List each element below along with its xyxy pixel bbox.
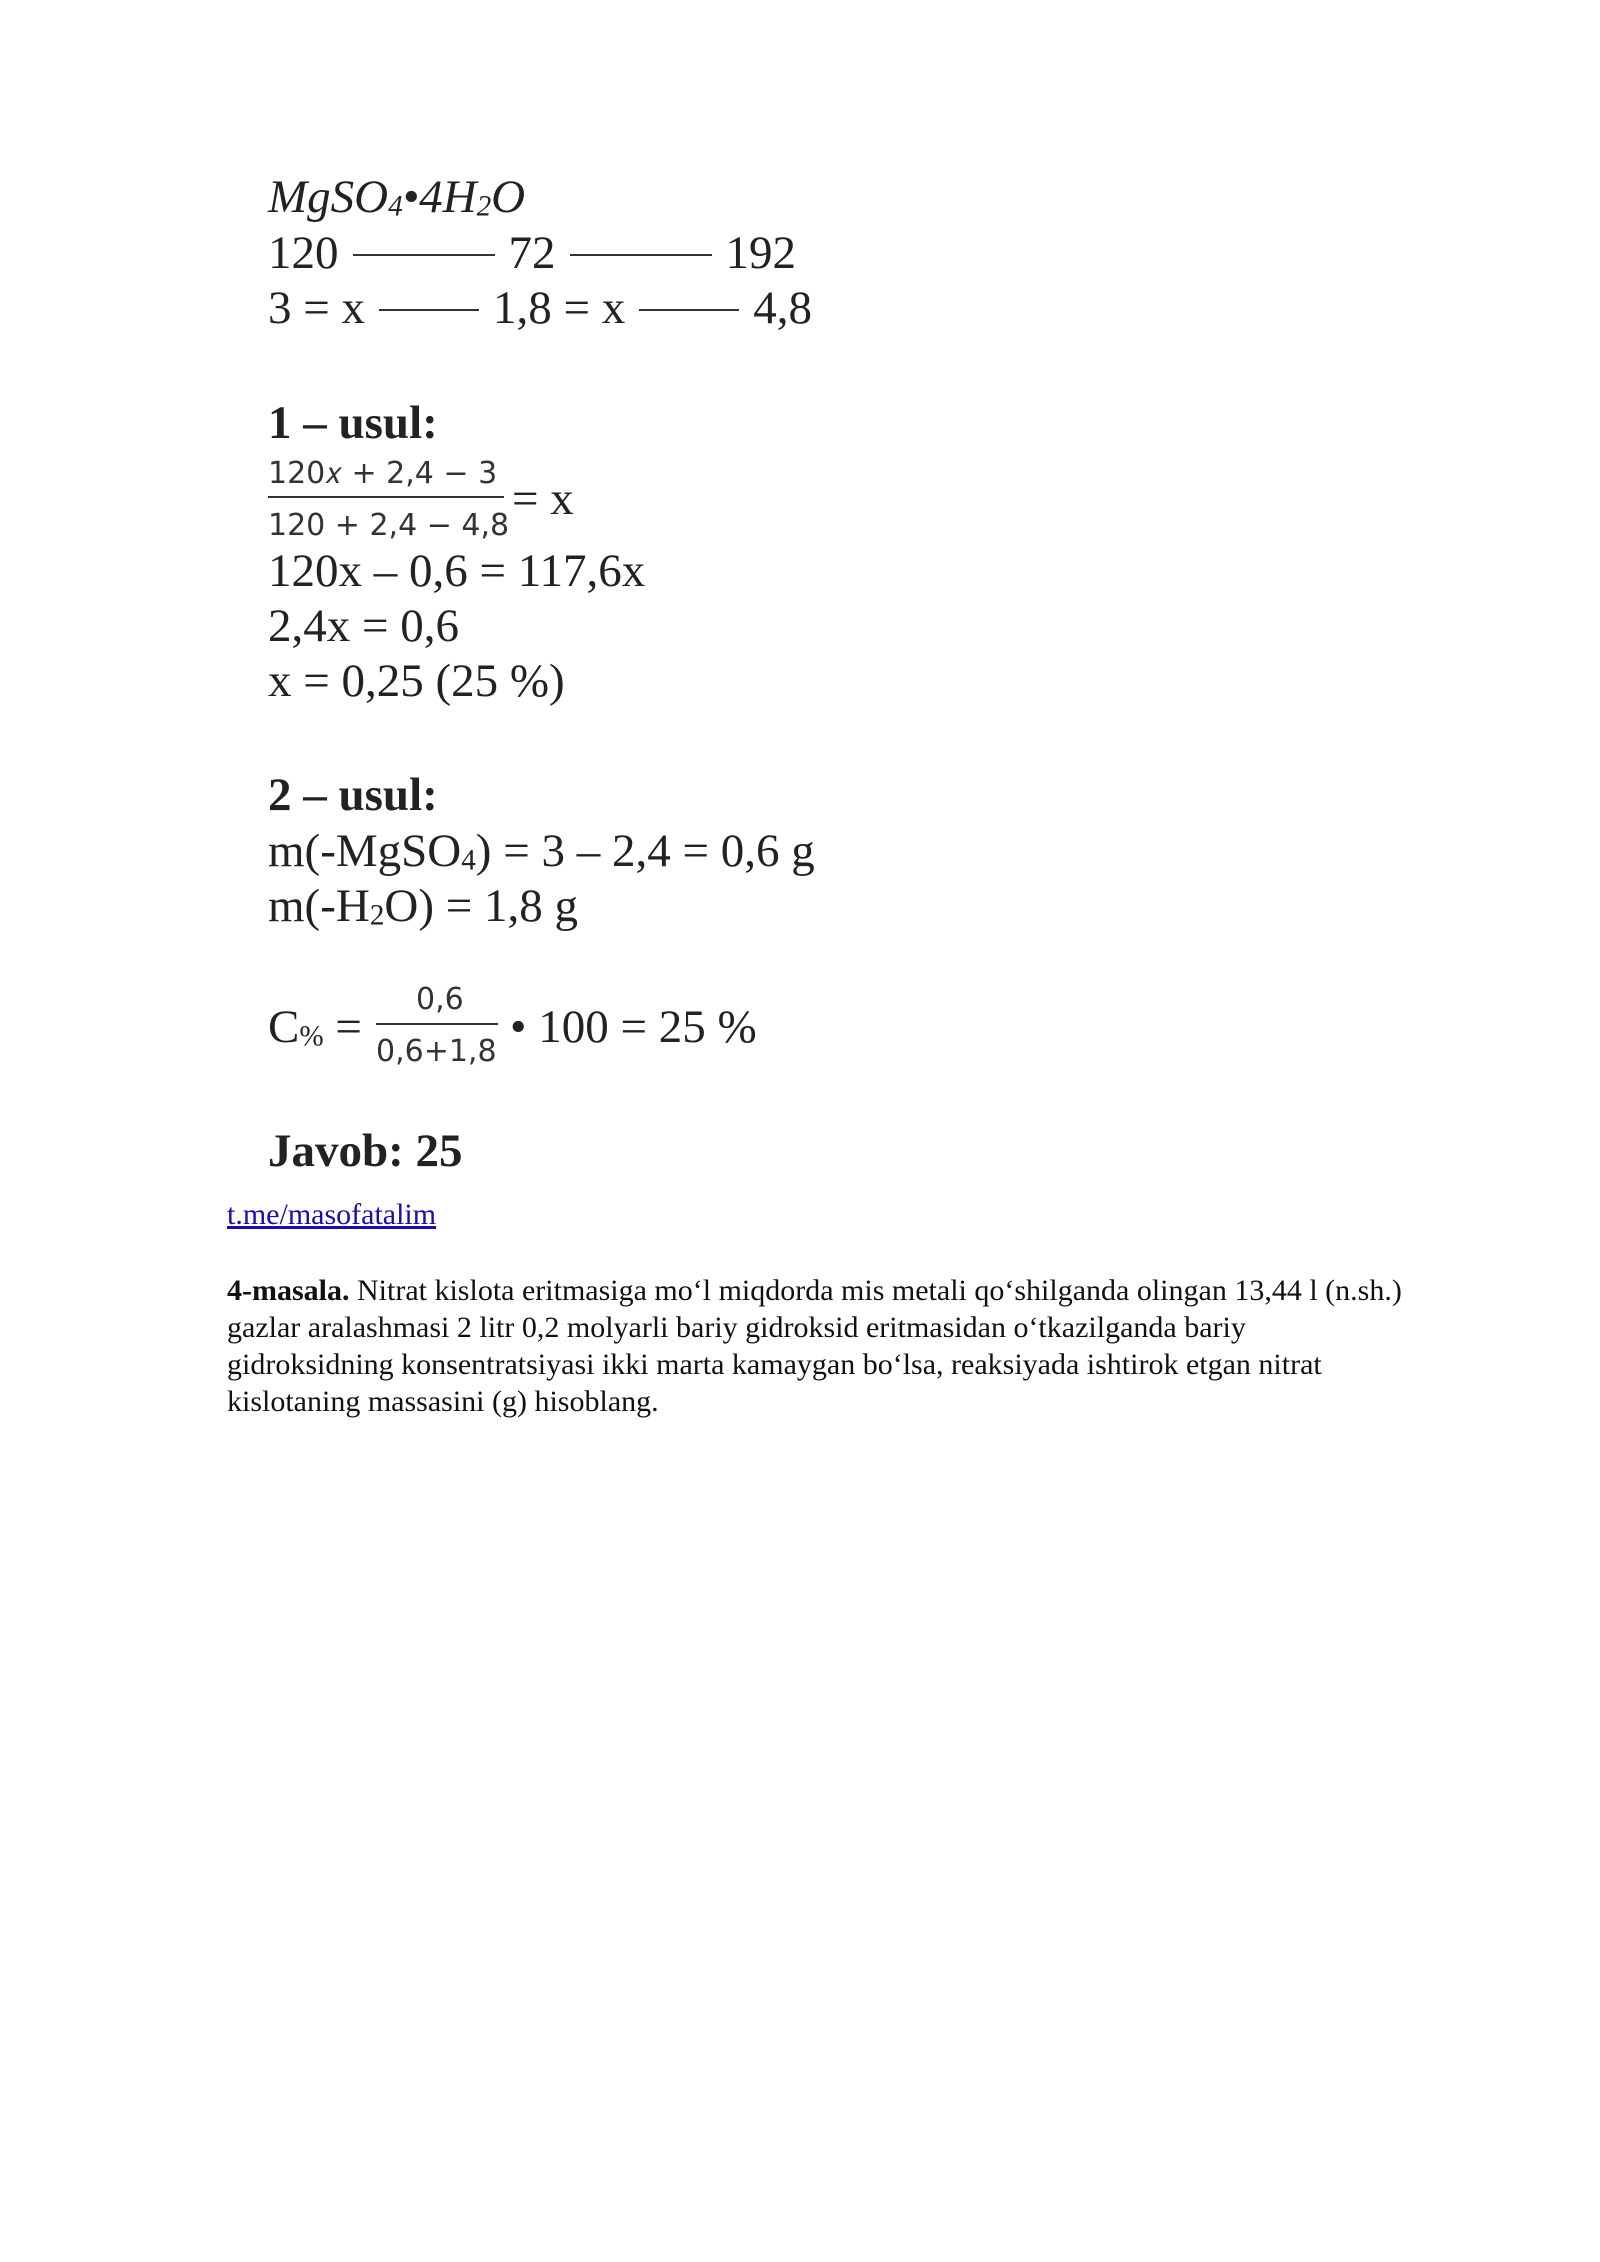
method2-line-1: [268, 825, 815, 877]
method1-line-1: 120x – 0,6 = 117,6x: [268, 545, 646, 597]
problem-text: Nitrat kislota eritmasiga mo‘l miqdorda mis metali qo‘shilganda olingan 13,44 l (n.sh.) gazlar aralashmasi 2 litr 0,2 molyarli bariy gidroksid eritmasidan o‘tkazilganda bariy gidroksidning konsentratsiyasi ikki marta kamaygan bo‘lsa, reaksiyada ishtirok etgan nitrat kislotaning massasini (g) hisoblang.: [227, 1274, 1402, 1418]
method1-fraction-rhs: = x: [512, 473, 574, 525]
concentration-result: • 100 = 25 %: [510, 1001, 757, 1053]
fraction-numerator: 120𝑥 + 2,4 − 3: [268, 456, 498, 491]
ratio-dash: [570, 254, 712, 256]
formula-part: C: [268, 1001, 300, 1053]
ratio-dash: [353, 254, 495, 256]
method2-fraction: [376, 982, 502, 1072]
formula-part: O: [491, 171, 526, 223]
formula-subscript: 4: [388, 190, 403, 223]
problem-label: 4-masala.: [227, 1274, 350, 1307]
answer: Javob: 25: [268, 1125, 463, 1177]
concentration-label: [268, 1001, 362, 1053]
telegram-link[interactable]: t.me/masofatalim: [227, 1198, 437, 1231]
method1-line-2: 2,4x = 0,6: [268, 600, 460, 652]
ratio-value: 72: [508, 227, 556, 279]
formula-subscript: 4: [461, 844, 476, 877]
formula-subscript: %: [299, 1020, 324, 1053]
method1-line-3: x = 0,25 (25 %): [268, 655, 565, 707]
ratio-dash: [379, 309, 479, 311]
ratio-value: 4,8: [753, 282, 813, 334]
formula-part: ) = 3 – 2,4 = 0,6 g: [475, 825, 815, 877]
fraction-denominator: 120 + 2,4 − 4,8: [268, 508, 510, 543]
ratio-value: 192: [725, 227, 796, 279]
method1-fraction: [268, 456, 508, 546]
method2-title: 2 – usul:: [268, 769, 438, 821]
formula-part: O) = 1,8 g: [384, 880, 578, 932]
fraction-bar: [268, 496, 504, 498]
ratio-value: 1,8 = x: [493, 282, 626, 334]
fraction-numerator: 0,6: [416, 982, 464, 1017]
ratio-value: 3 = x: [268, 282, 366, 334]
problem-paragraph: [227, 1272, 1407, 1420]
formula-subscript: 2: [476, 190, 492, 223]
formula-part: •4H: [402, 171, 477, 223]
formula-part: m(-H: [268, 880, 370, 932]
method2-line-2: [268, 880, 578, 932]
formula-header: [268, 171, 526, 223]
fraction-bar: [376, 1023, 498, 1025]
formula-part: m(-MgSO: [268, 825, 462, 877]
formula-part: MgSO: [268, 171, 389, 223]
method1-title: 1 – usul:: [268, 397, 438, 449]
formula-part: =: [335, 1001, 362, 1053]
ratio-dash: [639, 309, 739, 311]
ratio-value: 120: [268, 227, 339, 279]
formula-subscript: 2: [369, 899, 385, 932]
ratio-row-2: [268, 282, 813, 334]
fraction-denominator: 0,6+1,8: [376, 1034, 497, 1069]
ratio-row-1: [268, 227, 796, 279]
